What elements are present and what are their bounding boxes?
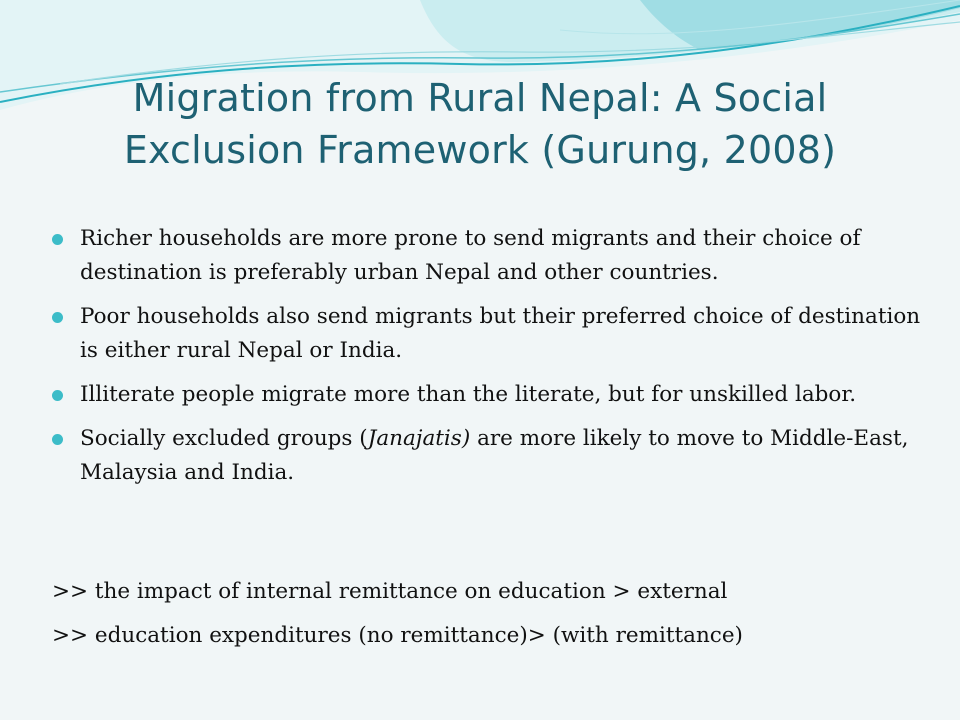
bullet-item — [48, 300, 928, 368]
bullet-item — [48, 422, 928, 490]
bullet-dot-icon — [52, 234, 63, 245]
bullet-text: Poor households also send migrants but their preferred choice of destination is either rural Nepal or India. — [80, 304, 921, 363]
janajatis-term: Janajatis) — [367, 426, 471, 451]
bullet-text — [80, 426, 908, 485]
bullet-text-start: Socially excluded groups ( — [80, 426, 368, 451]
bullet-text-end: are more likely to move to Middle-East, Malaysia and India. — [80, 426, 909, 485]
bullet-dot-icon — [52, 312, 63, 323]
remittance-note-expenditure: >> education expenditures (no remittance)> (with remittance) — [52, 623, 743, 648]
bullet-dot-icon — [52, 390, 63, 401]
bullet-list — [48, 222, 928, 500]
slide-title: Migration from Rural Nepal: A Social Exclusion Framework (Gurung, 2008) — [123, 76, 837, 172]
bullet-item — [48, 222, 928, 290]
bullet-item — [48, 378, 928, 412]
remittance-note-internal: >> the impact of internal remittance on education > external — [52, 579, 728, 604]
bullet-text: Illiterate people migrate more than the literate, but for unskilled labor. — [80, 382, 857, 407]
bullet-dot-icon — [52, 434, 63, 445]
bullet-text: Richer households are more prone to send migrants and their choice of destination is preferably urban Nepal and other countries. — [80, 226, 861, 285]
